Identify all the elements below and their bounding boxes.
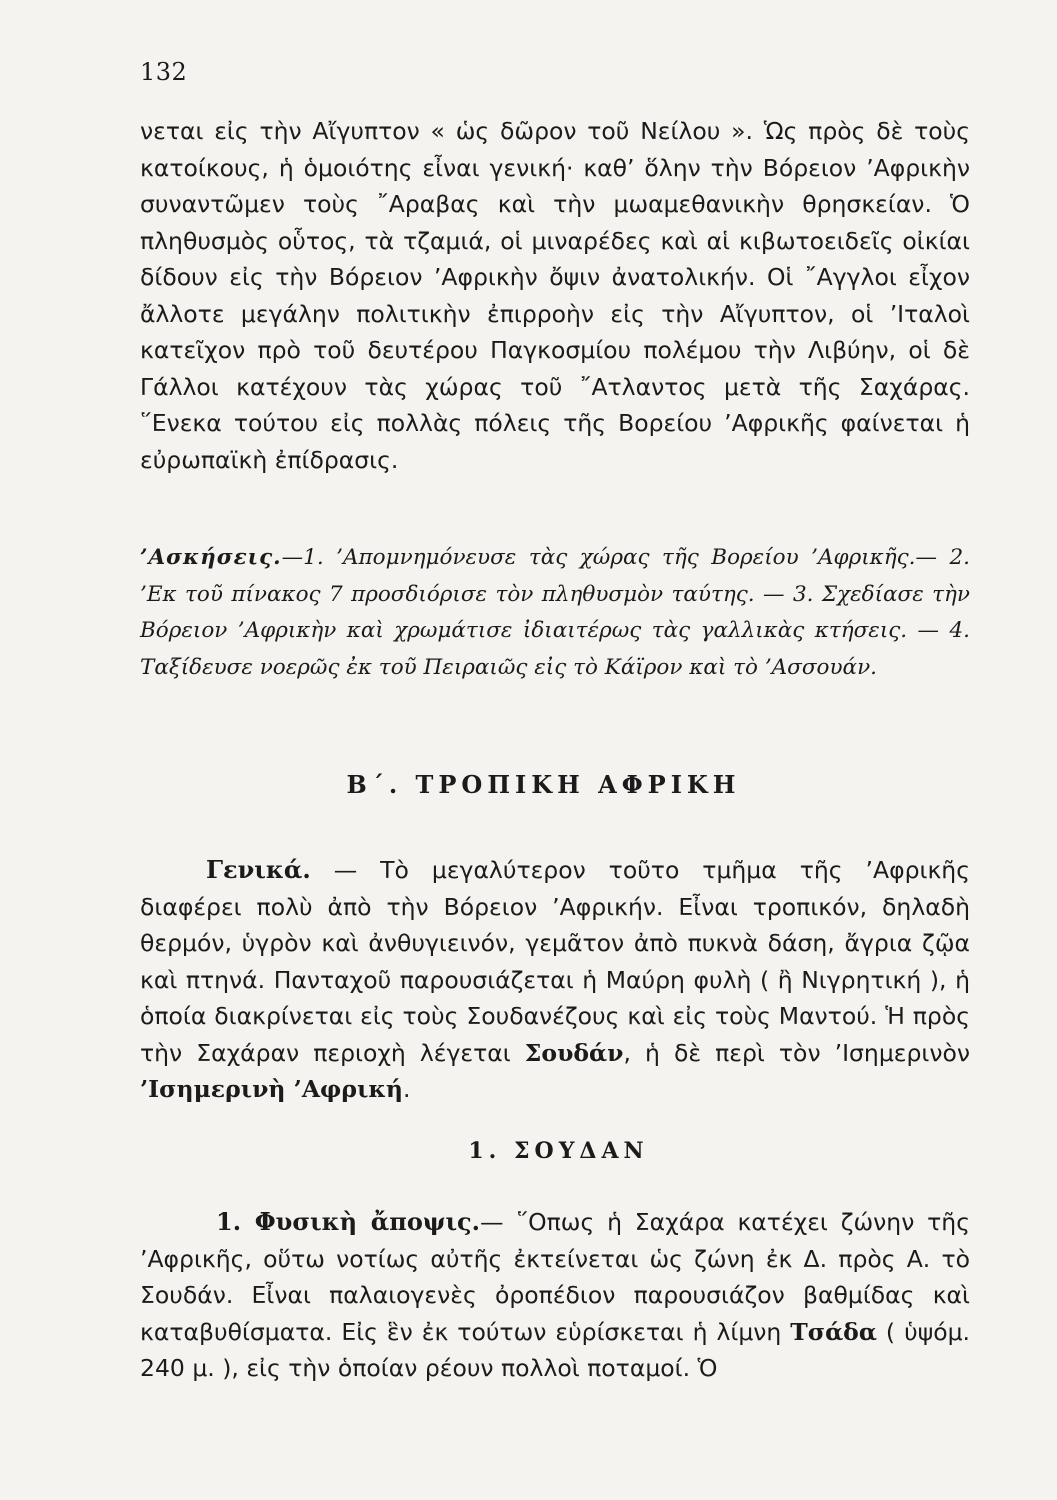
physical-lead: 1. Φυσικὴ ἄποψις. [216, 1207, 481, 1236]
general-paragraph [140, 852, 970, 1108]
exercises-text: —1. ’Απομνημόνευσε τὰς χώρας τῆς Βορείου ’Αφρικῆς.— 2. ’Εκ τοῦ πίνακος 7 προσδιόρισε τὸν πληθυσμὸν ταύτης. — 3. Σχεδίασε τὴν Βόρειον ’Αφρικὴν καὶ χρωμάτισε ἰδιαιτέρως τὰς γαλλικὰς κτήσεις. — 4. Ταξίδευσε νοερῶς ἐκ τοῦ Πειραιῶς εἰς τὸ Κάϊρον καὶ τὸ ’Ασσουάν. [140, 545, 970, 680]
general-bold-sudan: Σουδάν [524, 1038, 624, 1067]
physical-bold-tsada: Τσάδα [790, 1317, 877, 1346]
general-text-3: . [403, 1075, 411, 1103]
physical-paragraph [140, 1204, 970, 1387]
general-text-1: — Τὸ μεγαλύτερον τοῦτο τμῆμα τῆς ’Αφρικῆς διαφέρει πολὺ ἀπὸ τὴν Βόρειον ’Αφρικήν. Εἶναι τροπικόν, δηλαδὴ θερμόν, ὑγρὸν καὶ ἀνθυγιεινόν, γεμᾶτον ἀπὸ πυκνὰ δάση, ἄγρια ζῷα καὶ πτηνά. Πανταχοῦ παρουσιάζεται ἡ Μαύρη φυλὴ ( ἢ Νιγρητική ), ἡ ὁποία διακρίνεται εἰς τοὺς Σουδανέζους καὶ εἰς τοὺς Μαντού. Ἡ πρὸς τὴν Σαχάραν περιοχὴ λέγεται [140, 856, 970, 1067]
physical-text-2: ( ὑψόμ. 240 μ. ), εἰς τὴν ὁποίαν ρέουν πολλοὶ ποταμοί. Ὁ [140, 1317, 970, 1382]
section-title: Β΄. ΤΡΟΠΙΚΗ ΑΦΡΙΚΗ [346, 770, 741, 799]
subsection-title: 1. ΣΟΥΔΑΝ [468, 1138, 649, 1164]
intro-paragraph: νεται εἰς τὴν Αἴγυπτον « ὡς δῶρον τοῦ Νείλου ». Ὡς πρὸς δὲ τοὺς κατοίκους, ἡ ὁμοιότης εἶναι γενική· καθ’ ὅλην τὴν Βόρειον ’Αφρικὴν συναντῶμεν τοὺς ῎Αραβας καὶ τὴν μωαμεθανικὴν θρησκείαν. Ὁ πληθυσμὸς οὗτος, τὰ τζαμιά, οἱ μιναρέδες καὶ αἱ κιβωτοειδεῖς οἰκίαι δίδουν εἰς τὴν Βόρειον ’Αφρικὴν ὄψιν ἀνατολικήν. Οἱ ῎Αγγλοι εἶχον ἄλλοτε μεγάλην πολιτικὴν ἐπιρροὴν εἰς τὴν Αἴγυπτον, οἱ ’Ιταλοὶ κατεῖχον πρὸ τοῦ δευτέρου Παγκοσμίου πολέμου τὴν Λιβύην, οἱ δὲ Γάλλοι κατέχουν τὰς χώρας τοῦ ῎Ατλαντος μετὰ τῆς Σαχάρας. ῞Ενεκα τούτου εἰς πολλὰς πόλεις τῆς Βορείου ’Αφρικῆς φαίνεται ἡ εὐρωπαϊκὴ ἐπίδρασις. [140, 117, 970, 474]
exercises-label: ’Ασκήσεις. [140, 545, 282, 570]
physical-text-1: — ῞Οπως ἡ Σαχάρα κατέχει ζώνην τῆς ’Αφρικῆς, οὕτω νοτίως αὐτῆς ἐκτείνεται ὡς ζώνη ἐκ Δ. πρὸς Α. τὸ Σουδάν. Εἶναι παλαιογενὲς ὀροπέδιον παρουσιάζον βαθμίδας καὶ καταβυθίσματα. Εἰς ἓν ἐκ τούτων εὑρίσκεται ἡ λίμνη [140, 1208, 970, 1346]
general-bold-equatorial-africa: ’Ισημερινὴ ’Αφρική [140, 1075, 404, 1103]
general-text-2: , ἡ δὲ περὶ τὸν ’Ισημερινὸν [623, 1038, 970, 1067]
general-lead: Γενικά. [206, 855, 311, 884]
page-number: 132 [140, 58, 188, 86]
exercises-block [140, 540, 970, 686]
